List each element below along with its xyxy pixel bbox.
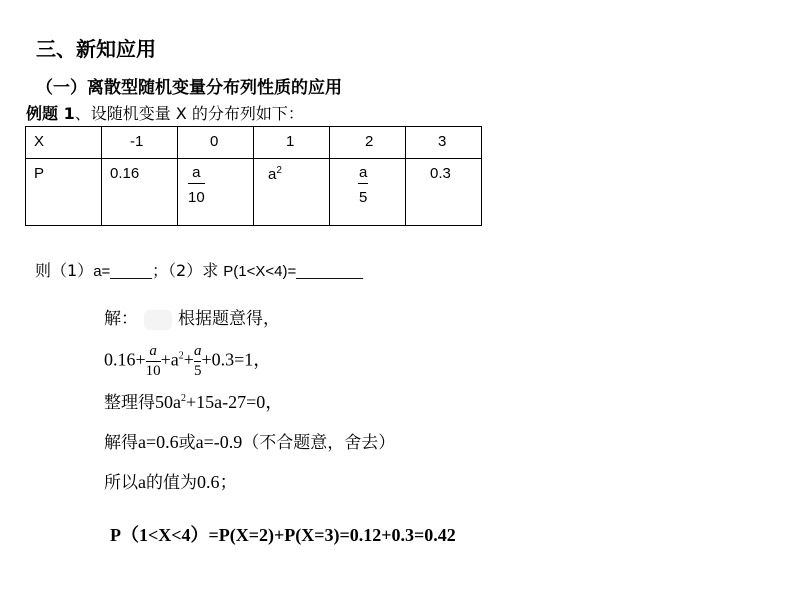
header-cell: 0 <box>210 133 219 150</box>
question-line: 则（1）a=_____；（2）求 P(1<X<4)=________ <box>35 261 363 280</box>
prob-cell: $a^2$ <box>268 165 282 183</box>
header-cell: X <box>34 133 45 150</box>
question-part2: P(1<X<4)=________ <box>223 263 363 280</box>
table-row-p <box>26 159 482 226</box>
table-row-x <box>26 127 482 159</box>
solution-line-5: 所以a的值为0.6； <box>104 472 238 493</box>
question-part1: a=_____ <box>93 263 153 280</box>
example-label: 例题 1 <box>26 104 75 123</box>
final-answer: P（1<X<4）=P(X=2)+P(X=3)=0.12+0.3=0.42 <box>110 525 456 545</box>
solution-line-4: 解得a=0.6或a=-0.9（不合题意，舍去） <box>104 432 396 453</box>
prob-cell: 0.16 <box>110 165 140 182</box>
row-label: P <box>34 165 45 182</box>
example-text: 、设随机变量 X 的分布列如下： <box>74 104 304 123</box>
header-cell: -1 <box>130 133 144 150</box>
subsection-title: （一）离散型随机变量分布列性质的应用 <box>36 78 342 98</box>
distribution-table <box>25 126 482 226</box>
prob-fraction: a 5 <box>359 164 368 206</box>
header-cell: 2 <box>365 133 374 150</box>
solution-line-3: 整理得$50a^2+15a-27=0$， <box>104 392 284 413</box>
header-cell: 3 <box>438 133 447 150</box>
solution-line-1: 解： 根据题意得， <box>104 309 280 329</box>
example-statement <box>26 101 304 124</box>
prob-fraction: a 10 <box>188 164 205 206</box>
blurred-area <box>144 310 172 330</box>
fraction-a-10: $\frac{a}{10}$ <box>145 343 161 379</box>
fraction-a-5: $\frac{a}{5}$ <box>193 343 202 379</box>
header-cell: 1 <box>286 133 295 150</box>
solution-line-2: 0.16+ $\frac{a}{10}$ $+a^2+$ $\frac{a}{5}$ +0.3=1， <box>104 343 272 379</box>
prob-cell: 0.3 <box>430 165 451 182</box>
section-title: 三、新知应用 <box>36 37 156 61</box>
